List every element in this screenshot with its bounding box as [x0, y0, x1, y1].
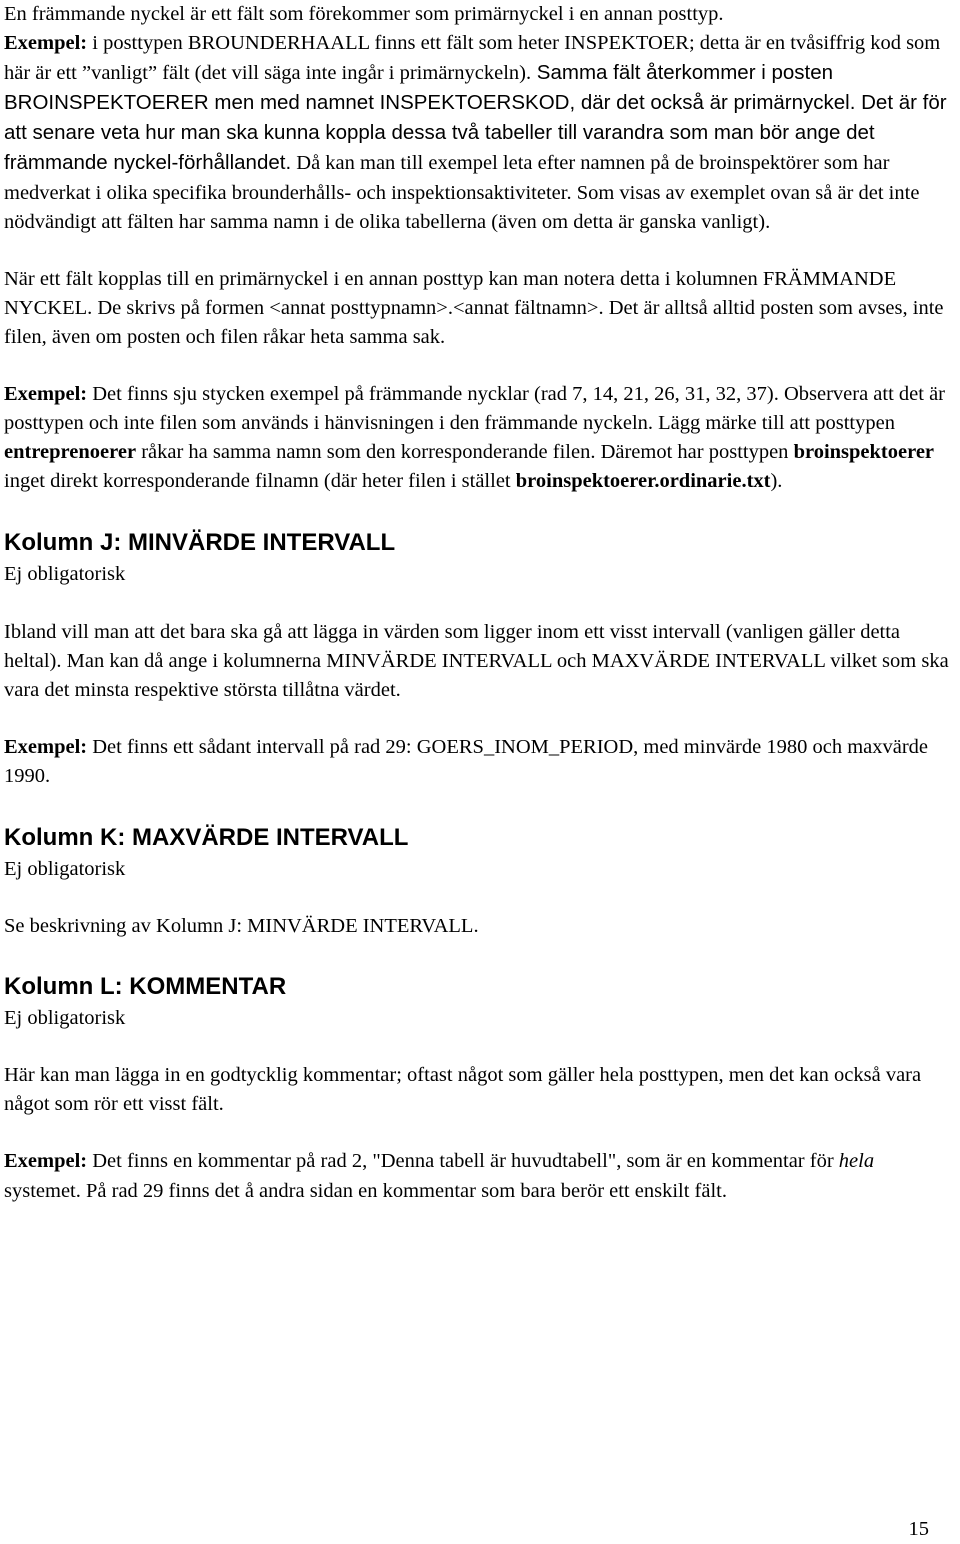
section-heading-column-k: Kolumn K: MAXVÄRDE INTERVALL [4, 823, 409, 851]
example-text: Då kan man till exempel leta efter namnen på de broinspektörer som har medverkat i olika specifika brounderhålls- och inspektionsaktiviteter. [4, 152, 890, 204]
example-text: Det finns ett sådant intervall på rad 29: GOERS_INOM_PERIOD, med minvärde 1980 och maxvärde 1990. [4, 735, 929, 787]
section-status: Ej obligatorisk [4, 563, 126, 586]
example-text: Det finns en kommentar på rad 2, "Denna tabell är huvudtabell", som är en kommentar för [87, 1150, 839, 1173]
example-label: Exempel: [4, 1150, 88, 1173]
foreign-key-notation-paragraph: När ett fält kopplas till en primärnyckel i en annan posttyp kan man notera detta i kolumnen FRÄMMANDE NYCKEL. De skrivs på formen <annat posttypnamn>.<annat fältnamn>. Det är alltså alltid posten som avses, inte filen, även om posten och filen råkar heta samma sak. [4, 267, 944, 348]
section-paragraph: Ibland vill man att det bara ska gå att lägga in värden som ligger inom ett visst intervall (vanligen gäller detta heltal). Man kan då ange i kolumnerna MINVÄRDE INTERVALL och MAXVÄRDE INTERVALL vilket som ska vara det minsta respektive största tillåtna värdet. [4, 620, 949, 701]
example-text: Det finns sju stycken exempel på främmande nycklar (rad 7, 14, 21, 26, 31, 32, 37). Observera att det är posttypen och inte filen som används i hänvisningen i den främmande nyckeln. Lägg märke till att posttypen [4, 383, 946, 435]
section-heading-column-l: Kolumn L: KOMMENTAR [4, 973, 287, 1001]
example-text: råkar ha samma namn som den korresponderande filen. Däremot har posttypen [136, 441, 794, 464]
example-text: Som visas av exemplet ovan så är det inte nödvändigt att fälten har samma namn i de olika tabellerna (även om detta är ganska vanligt). [4, 181, 920, 233]
posttype-name: entreprenoerer [4, 441, 137, 464]
foreign-key-example-paragraph [4, 380, 956, 496]
section-paragraph: Här kan man lägga in en godtycklig kommentar; oftast något som gäller hela posttypen, men det kan också vara något som rör ett visst fält. [4, 1064, 922, 1116]
example-text: ). [770, 470, 783, 493]
posttype-name: broinspektoerer [793, 441, 935, 464]
section-status: Ej obligatorisk [4, 1007, 126, 1030]
example-label: Exempel: [4, 735, 88, 758]
foreign-key-paragraph [4, 0, 956, 237]
example-text: inget direkt korresponderande filnamn (där heter filen i stället [4, 470, 516, 493]
section-paragraph: Se beskrivning av Kolumn J: MINVÄRDE INTERVALL. [4, 915, 479, 938]
page-number: 15 [908, 1518, 929, 1540]
example-text-sans: Samma fält återkommer i posten BROINSPEKTOERER men med namnet INSPEKTOERSKOD, där det också är primärnyckel. [4, 61, 856, 115]
example-label: Exempel: [4, 32, 88, 55]
section-example [4, 733, 956, 791]
example-text: systemet. På rad 29 finns det å andra sidan en kommentar som bara berör ett enskilt fält. [4, 1179, 727, 1202]
example-text-sans: Det är för att senare veta hur man ska kunna koppla dessa två tabeller till varandra som man bör ange det främmande nyckel-förhållandet. [4, 91, 947, 175]
foreign-key-definition: En främmande nyckel är ett fält som förekommer som primärnyckel i en annan posttyp. [4, 3, 724, 25]
example-italic-word: hela [838, 1150, 875, 1173]
section-heading-column-j: Kolumn J: MINVÄRDE INTERVALL [4, 529, 396, 557]
section-example [4, 1147, 956, 1205]
document-page [4, 0, 956, 1206]
example-text: i posttypen BROUNDERHAALL finns ett fält som heter INSPEKTOER; detta är en tvåsiffrig kod som här är ett ”vanligt” fält (det vill säga inte ingår i primärnyckeln). [4, 32, 941, 85]
file-name: broinspektoerer.ordinarie.txt [515, 470, 771, 493]
section-status: Ej obligatorisk [4, 857, 126, 880]
example-label: Exempel: [4, 383, 88, 406]
